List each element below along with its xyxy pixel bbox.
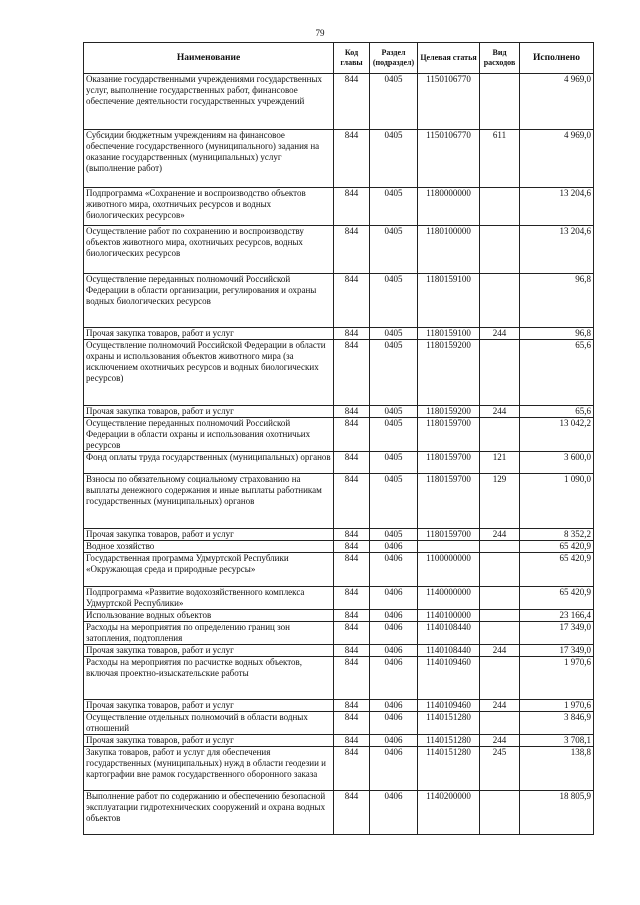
- row-section: 0406: [370, 645, 418, 657]
- table-header-row: [84, 43, 594, 74]
- header-chapter-code: Код главы: [334, 43, 370, 74]
- row-target-item: 1180000000: [418, 188, 480, 226]
- table-row: [84, 622, 594, 645]
- row-target-item: 1180159700: [418, 529, 480, 541]
- row-section: 0405: [370, 188, 418, 226]
- row-expense-type: [480, 553, 520, 587]
- row-chapter-code: 844: [334, 452, 370, 474]
- row-target-item: 1180159700: [418, 418, 480, 452]
- row-name: Взносы по обязательному социальному страхованию на выплаты денежного содержания и иные выплаты работникам государственных (муниципальных) органов: [84, 474, 334, 529]
- table-row: [84, 340, 594, 406]
- table-row: [84, 587, 594, 610]
- table-row: [84, 328, 594, 340]
- row-section: 0405: [370, 340, 418, 406]
- table-row: [84, 712, 594, 735]
- row-name: Государственная программа Удмуртской Республики «Окружающая среда и природные ресурсы»: [84, 553, 334, 587]
- row-executed-amount: 138,8: [520, 747, 594, 791]
- row-target-item: 1140151280: [418, 735, 480, 747]
- row-name: Фонд оплаты труда государственных (муниципальных) органов: [84, 452, 334, 474]
- table-row: [84, 130, 594, 188]
- row-name: Осуществление переданных полномочий Российской Федерации в области охраны и использования охотничьих ресурсов: [84, 418, 334, 452]
- row-section: 0406: [370, 610, 418, 622]
- table-row: [84, 657, 594, 700]
- row-section: 0405: [370, 328, 418, 340]
- row-target-item: 1180159200: [418, 340, 480, 406]
- page-number: 79: [315, 28, 325, 38]
- row-section: 0405: [370, 452, 418, 474]
- table-row: [84, 452, 594, 474]
- row-chapter-code: 844: [334, 340, 370, 406]
- row-chapter-code: 844: [334, 541, 370, 553]
- row-expense-type: [480, 610, 520, 622]
- row-expense-type: [480, 226, 520, 274]
- row-target-item: 1180159100: [418, 274, 480, 328]
- table-row: [84, 406, 594, 418]
- table-row: [84, 274, 594, 328]
- row-section: 0405: [370, 274, 418, 328]
- table-row: [84, 188, 594, 226]
- header-executed: Исполнено: [520, 43, 594, 74]
- row-section: 0406: [370, 657, 418, 700]
- row-expense-type: 121: [480, 452, 520, 474]
- table-row: [84, 735, 594, 747]
- row-chapter-code: 844: [334, 610, 370, 622]
- row-executed-amount: 65,6: [520, 406, 594, 418]
- row-name: Прочая закупка товаров, работ и услуг: [84, 328, 334, 340]
- row-target-item: 1150106770: [418, 74, 480, 130]
- row-target-item: 1150106770: [418, 130, 480, 188]
- row-section: 0406: [370, 622, 418, 645]
- row-target-item: 1180159200: [418, 406, 480, 418]
- row-expense-type: [480, 274, 520, 328]
- row-executed-amount: 1 970,6: [520, 700, 594, 712]
- row-executed-amount: 3 600,0: [520, 452, 594, 474]
- row-executed-amount: 1 090,0: [520, 474, 594, 529]
- row-expense-type: 244: [480, 406, 520, 418]
- row-section: 0406: [370, 747, 418, 791]
- row-chapter-code: 844: [334, 130, 370, 188]
- row-section: 0405: [370, 406, 418, 418]
- row-section: 0406: [370, 735, 418, 747]
- row-section: 0406: [370, 541, 418, 553]
- row-expense-type: [480, 188, 520, 226]
- table-row: [84, 791, 594, 835]
- row-expense-type: 129: [480, 474, 520, 529]
- row-chapter-code: 844: [334, 529, 370, 541]
- table-row: [84, 418, 594, 452]
- row-name: Закупка товаров, работ и услуг для обеспечения государственных (муниципальных) нужд в области геодезии и картографии вне рамок государственного оборонного заказа: [84, 747, 334, 791]
- row-expense-type: [480, 712, 520, 735]
- row-executed-amount: 65 420,9: [520, 587, 594, 610]
- row-chapter-code: 844: [334, 226, 370, 274]
- row-name: Осуществление полномочий Российской Федерации в области охраны и использования объектов животного мира (за исключением охотничьих ресурсов и водных биологических ресурсов): [84, 340, 334, 406]
- table-row: [84, 747, 594, 791]
- row-section: 0406: [370, 587, 418, 610]
- row-expense-type: [480, 418, 520, 452]
- row-chapter-code: 844: [334, 274, 370, 328]
- row-target-item: [418, 541, 480, 553]
- row-expense-type: [480, 622, 520, 645]
- table-row: [84, 645, 594, 657]
- row-executed-amount: 17 349,0: [520, 645, 594, 657]
- row-section: 0406: [370, 700, 418, 712]
- row-expense-type: 244: [480, 529, 520, 541]
- row-name: Прочая закупка товаров, работ и услуг: [84, 406, 334, 418]
- row-target-item: 1140100000: [418, 610, 480, 622]
- table-row: [84, 529, 594, 541]
- table-row: [84, 610, 594, 622]
- row-executed-amount: 1 970,6: [520, 657, 594, 700]
- row-name: Водное хозяйство: [84, 541, 334, 553]
- row-executed-amount: 4 969,0: [520, 74, 594, 130]
- row-target-item: 1140000000: [418, 587, 480, 610]
- row-target-item: 1180159100: [418, 328, 480, 340]
- row-name: Прочая закупка товаров, работ и услуг: [84, 735, 334, 747]
- row-chapter-code: 844: [334, 735, 370, 747]
- row-executed-amount: 96,8: [520, 328, 594, 340]
- row-expense-type: 244: [480, 735, 520, 747]
- row-expense-type: [480, 541, 520, 553]
- row-section: 0405: [370, 130, 418, 188]
- row-expense-type: [480, 791, 520, 835]
- row-executed-amount: 96,8: [520, 274, 594, 328]
- row-section: 0406: [370, 553, 418, 587]
- row-executed-amount: 65 420,9: [520, 553, 594, 587]
- header-expense-type: Вид расходов: [480, 43, 520, 74]
- row-target-item: 1180100000: [418, 226, 480, 274]
- row-name: Подпрограмма «Развитие водохозяйственного комплекса Удмуртской Республики»: [84, 587, 334, 610]
- row-name: Субсидии бюджетным учреждениям на финансовое обеспечение государственного (муниципального) задания на оказание государственных (муниципальных) услуг (выполнение работ): [84, 130, 334, 188]
- row-chapter-code: 844: [334, 406, 370, 418]
- row-chapter-code: 844: [334, 553, 370, 587]
- row-target-item: 1180159700: [418, 474, 480, 529]
- row-name: Использование водных объектов: [84, 610, 334, 622]
- table-row: [84, 700, 594, 712]
- row-target-item: 1140109460: [418, 700, 480, 712]
- table-row: [84, 474, 594, 529]
- row-executed-amount: 3 846,9: [520, 712, 594, 735]
- header-section: Раздел (подраздел): [370, 43, 418, 74]
- row-executed-amount: 13 204,6: [520, 226, 594, 274]
- row-executed-amount: 65 420,9: [520, 541, 594, 553]
- row-name: Осуществление переданных полномочий Российской Федерации в области организации, регулирования и охраны водных биологических ресурсов: [84, 274, 334, 328]
- row-executed-amount: 23 166,4: [520, 610, 594, 622]
- row-chapter-code: 844: [334, 188, 370, 226]
- row-name: Расходы на мероприятия по расчистке водных объектов, включая проектно-изыскательские работы: [84, 657, 334, 700]
- row-name: Осуществление работ по сохранению и воспроизводству объектов животного мира, охотничьих ресурсов, водных биологических ресурсов: [84, 226, 334, 274]
- row-expense-type: 244: [480, 645, 520, 657]
- row-target-item: 1140151280: [418, 747, 480, 791]
- table-row: [84, 226, 594, 274]
- row-target-item: 1100000000: [418, 553, 480, 587]
- row-section: 0406: [370, 712, 418, 735]
- row-section: 0405: [370, 74, 418, 130]
- row-expense-type: 611: [480, 130, 520, 188]
- row-name: Подпрограмма «Сохранение и воспроизводство объектов животного мира, охотничьих ресурсов и водных биологических ресурсов»: [84, 188, 334, 226]
- row-name: Прочая закупка товаров, работ и услуг: [84, 529, 334, 541]
- table-row: [84, 553, 594, 587]
- row-chapter-code: 844: [334, 622, 370, 645]
- row-section: 0406: [370, 791, 418, 835]
- row-executed-amount: 17 349,0: [520, 622, 594, 645]
- row-chapter-code: 844: [334, 645, 370, 657]
- row-name: Оказание государственными учреждениями государственных услуг, выполнение государственных работ, финансовое обеспечение деятельности государственных учреждений: [84, 74, 334, 130]
- budget-table: [83, 42, 594, 835]
- row-chapter-code: 844: [334, 418, 370, 452]
- row-section: 0405: [370, 418, 418, 452]
- row-name: Прочая закупка товаров, работ и услуг: [84, 700, 334, 712]
- row-expense-type: [480, 74, 520, 130]
- row-expense-type: [480, 657, 520, 700]
- row-target-item: 1180159700: [418, 452, 480, 474]
- row-chapter-code: 844: [334, 791, 370, 835]
- row-target-item: 1140109460: [418, 657, 480, 700]
- row-target-item: 1140108440: [418, 645, 480, 657]
- row-section: 0405: [370, 529, 418, 541]
- row-name: Осуществление отдельных полномочий в области водных отношений: [84, 712, 334, 735]
- row-expense-type: 244: [480, 700, 520, 712]
- row-executed-amount: 13 204,6: [520, 188, 594, 226]
- row-expense-type: 244: [480, 328, 520, 340]
- row-name: Расходы на мероприятия по определению границ зон затопления, подтопления: [84, 622, 334, 645]
- row-section: 0405: [370, 226, 418, 274]
- row-executed-amount: 3 708,1: [520, 735, 594, 747]
- row-executed-amount: 13 042,2: [520, 418, 594, 452]
- row-name: Выполнение работ по содержанию и обеспечению безопасной эксплуатации гидротехнических сооружений и охрана водных объектов: [84, 791, 334, 835]
- header-name: Наименование: [84, 43, 334, 74]
- row-chapter-code: 844: [334, 474, 370, 529]
- table-row: [84, 541, 594, 553]
- row-executed-amount: 8 352,2: [520, 529, 594, 541]
- row-chapter-code: 844: [334, 328, 370, 340]
- row-target-item: 1140200000: [418, 791, 480, 835]
- row-executed-amount: 65,6: [520, 340, 594, 406]
- row-chapter-code: 844: [334, 700, 370, 712]
- row-target-item: 1140108440: [418, 622, 480, 645]
- table-row: [84, 74, 594, 130]
- row-executed-amount: 18 805,9: [520, 791, 594, 835]
- row-name: Прочая закупка товаров, работ и услуг: [84, 645, 334, 657]
- row-executed-amount: 4 969,0: [520, 130, 594, 188]
- row-expense-type: [480, 340, 520, 406]
- row-target-item: 1140151280: [418, 712, 480, 735]
- row-expense-type: [480, 587, 520, 610]
- row-section: 0405: [370, 474, 418, 529]
- row-chapter-code: 844: [334, 74, 370, 130]
- row-chapter-code: 844: [334, 747, 370, 791]
- header-target-item: Целевая статья: [418, 43, 480, 74]
- row-chapter-code: 844: [334, 657, 370, 700]
- row-chapter-code: 844: [334, 712, 370, 735]
- row-chapter-code: 844: [334, 587, 370, 610]
- row-expense-type: 245: [480, 747, 520, 791]
